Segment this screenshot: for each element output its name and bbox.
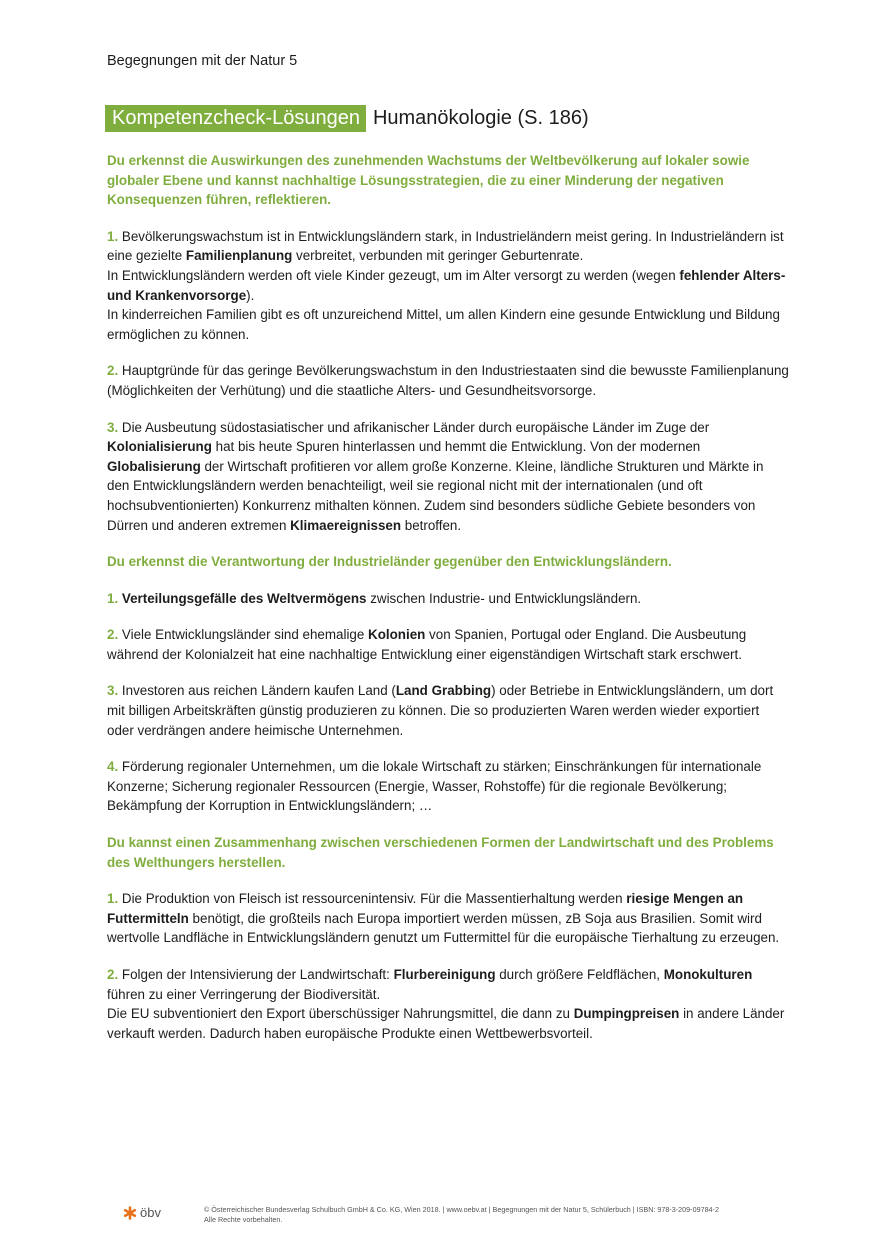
- answer-text: verbreitet, verbunden mit geringer Geburtenrate.: [292, 248, 584, 264]
- title-badge: Kompetenzcheck-Lösungen: [105, 105, 366, 132]
- competency-goal: Du erkennst die Auswirkungen des zunehmenden Wachstums der Weltbevölkerung auf lokaler sowie globaler Ebene und kannst nachhaltige Lösungsstrategien, die zu einer Minderung der negativen Konsequenzen führen, reflektieren.: [107, 153, 750, 208]
- competency-goal: Du erkennst die Verantwortung der Industrieländer gegenüber den Entwicklungsländern.: [107, 554, 672, 570]
- legal-line: Alle Rechte vorbehalten.: [204, 1215, 283, 1224]
- answer-number: 2.: [107, 627, 119, 643]
- answer-text: Bevölkerungswachstum ist in Entwicklungsländern stark, in Industrieländern meist gering. In Industrieländern ist eine gezielte: [107, 228, 784, 264]
- answer-text: von Spanien, Portugal oder England. Die Ausbeutung während der Kolonialzeit hat eine nachhaltige Entwicklung einer eigenständigen Wirtschaft stark erschwert.: [107, 627, 747, 662]
- answer-text: Viele Entwicklungsländer sind ehemalige: [121, 627, 369, 643]
- answer-text: durch größere Feldflächen,: [495, 967, 664, 982]
- key-term: Dumpingpreisen: [573, 1006, 680, 1022]
- answer-text: Hauptgründe für das geringe Bevölkerungswachstum in den Industriestaaten sind die bewusste Familienplanung (Möglichkeiten der Verhütung) und die staatliche Alters- und Gesundheitsvorsorge.: [107, 363, 789, 398]
- answer-item: [107, 625, 789, 664]
- answer-item: [107, 589, 789, 609]
- answer-text: Förderung regionaler Unternehmen, um die lokale Wirtschaft zu stärken; Einschränkungen für internationale Konzerne; Sicherung regionaler Ressourcen (Energie, Wasser, Rohstoffe) für die regionale Bevölkerung; Bekämpfung der Korruption in Entwicklungsländern; …: [107, 759, 762, 814]
- key-term: Globalisierung: [107, 458, 201, 474]
- key-term: Kolonien: [368, 627, 426, 643]
- key-term: Verteilungsgefälle des Weltvermögens: [121, 590, 367, 606]
- logo-text: öbv: [140, 1205, 161, 1220]
- answer-number: 3.: [107, 419, 119, 435]
- answer-item: [107, 418, 789, 536]
- answer-number: 2.: [107, 967, 119, 982]
- key-term: Familienplanung: [185, 248, 293, 264]
- answer-text: Die Ausbeutung südostasiatischer und afrikanischer Länder durch europäische Länder im Zuge der: [121, 419, 710, 435]
- competency-goal: Du kannst einen Zusammenhang zwischen verschiedenen Formen der Landwirtschaft und des Problems des Welthungers herstellen.: [107, 835, 774, 870]
- answer-item: [107, 681, 789, 740]
- answer-text: der Wirtschaft profitieren vor allem große Konzerne. Kleine, ländliche Strukturen und Märkte in den Entwicklungsländern werden benachteiligt, weil sie regional nicht mit der internationalen (und oft hochsubventionierten) Konkurrenz mithalten können. Zudem sind besonders südliche Gebiete besonders von Dürren und anderen extremen: [107, 458, 764, 533]
- answer-number: 1.: [107, 228, 119, 244]
- answer-text: In kinderreichen Familien gibt es oft unzureichend Mittel, um allen Kindern eine gesunde Entwicklung und Bildung ermöglichen zu können.: [107, 307, 780, 342]
- key-term: riesige Mengen an Futtermitteln: [107, 891, 744, 926]
- answer-text: Folgen der Intensivierung der Landwirtschaft:: [121, 967, 394, 982]
- publisher-logo: [123, 1205, 161, 1220]
- legal-notice: [204, 1205, 719, 1225]
- answer-text: In Entwicklungsländern werden oft viele Kinder gezeugt, um im Alter versorgt zu werden (wegen: [107, 267, 680, 283]
- key-term: Klimaereignissen: [290, 517, 402, 533]
- answer-text: Die EU subventioniert den Export überschüssiger Nahrungsmittel, die dann zu: [107, 1006, 574, 1022]
- key-term: Flurbereinigung: [393, 967, 496, 982]
- answer-text: hat bis heute Spuren hinterlassen und hemmt die Entwicklung. Von der modernen: [211, 439, 701, 455]
- content-body: [107, 151, 789, 1060]
- answer-text: zwischen Industrie- und Entwicklungsländern.: [366, 590, 642, 606]
- star-logo-icon: [123, 1206, 137, 1220]
- answer-item: [107, 889, 789, 948]
- answer-item: [107, 361, 789, 400]
- answer-item: [107, 227, 789, 345]
- answer-number: 2.: [107, 363, 119, 379]
- key-term: Kolonialisierung: [107, 439, 212, 455]
- answer-number: 4.: [107, 759, 119, 775]
- key-term: fehlender Alters- und Krankenvorsorge: [107, 267, 786, 303]
- answer-number: 3.: [107, 683, 119, 699]
- key-term: Land Grabbing: [395, 683, 492, 699]
- answer-text: Investoren aus reichen Ländern kaufen Land (: [121, 683, 396, 699]
- answer-text: in andere Länder verkauft werden. Dadurch haben europäische Produkte einen Wettbewerbsvorteil.: [107, 1006, 785, 1041]
- book-title: Begegnungen mit der Natur 5: [107, 53, 298, 69]
- answer-text: benötigt, die großteils nach Europa importiert werden müssen, zB Soja aus Brasilien. Somit wird wertvolle Landfläche in Entwicklungsländern genutzt um Futtermittel für die europäische Tierhaltung zu erzeugen.: [107, 910, 780, 946]
- answer-text: ) oder Betriebe in Entwicklungsländern, um dort mit billigen Arbeitskräften günstig produzieren zu können. Die so produzierten Waren werden wieder exportiert oder verdrängen andere heimische Unternehmen.: [107, 683, 774, 738]
- answer-number: 1.: [107, 891, 119, 907]
- page-title: [105, 105, 589, 132]
- answer-item: [107, 965, 789, 1043]
- title-text: Humanökologie (S. 186): [372, 107, 589, 129]
- answer-text: ).: [246, 287, 255, 303]
- key-term: Monokulturen: [663, 967, 753, 982]
- answer-text: führen zu einer Verringerung der Biodiversität.: [107, 986, 381, 1002]
- legal-line: © Österreichischer Bundesverlag Schulbuch GmbH & Co. KG, Wien 2018. | www.oebv.at | Begegnungen mit der Natur 5, Schülerbuch | ISBN: 978-3-209-09784-2: [204, 1205, 719, 1214]
- answer-item: [107, 757, 789, 816]
- footer: [123, 1203, 823, 1233]
- answer-number: 1.: [107, 590, 119, 606]
- answer-text: Die Produktion von Fleisch ist ressourcenintensiv. Für die Massentierhaltung werden: [121, 891, 627, 907]
- answer-text: betroffen.: [401, 517, 462, 533]
